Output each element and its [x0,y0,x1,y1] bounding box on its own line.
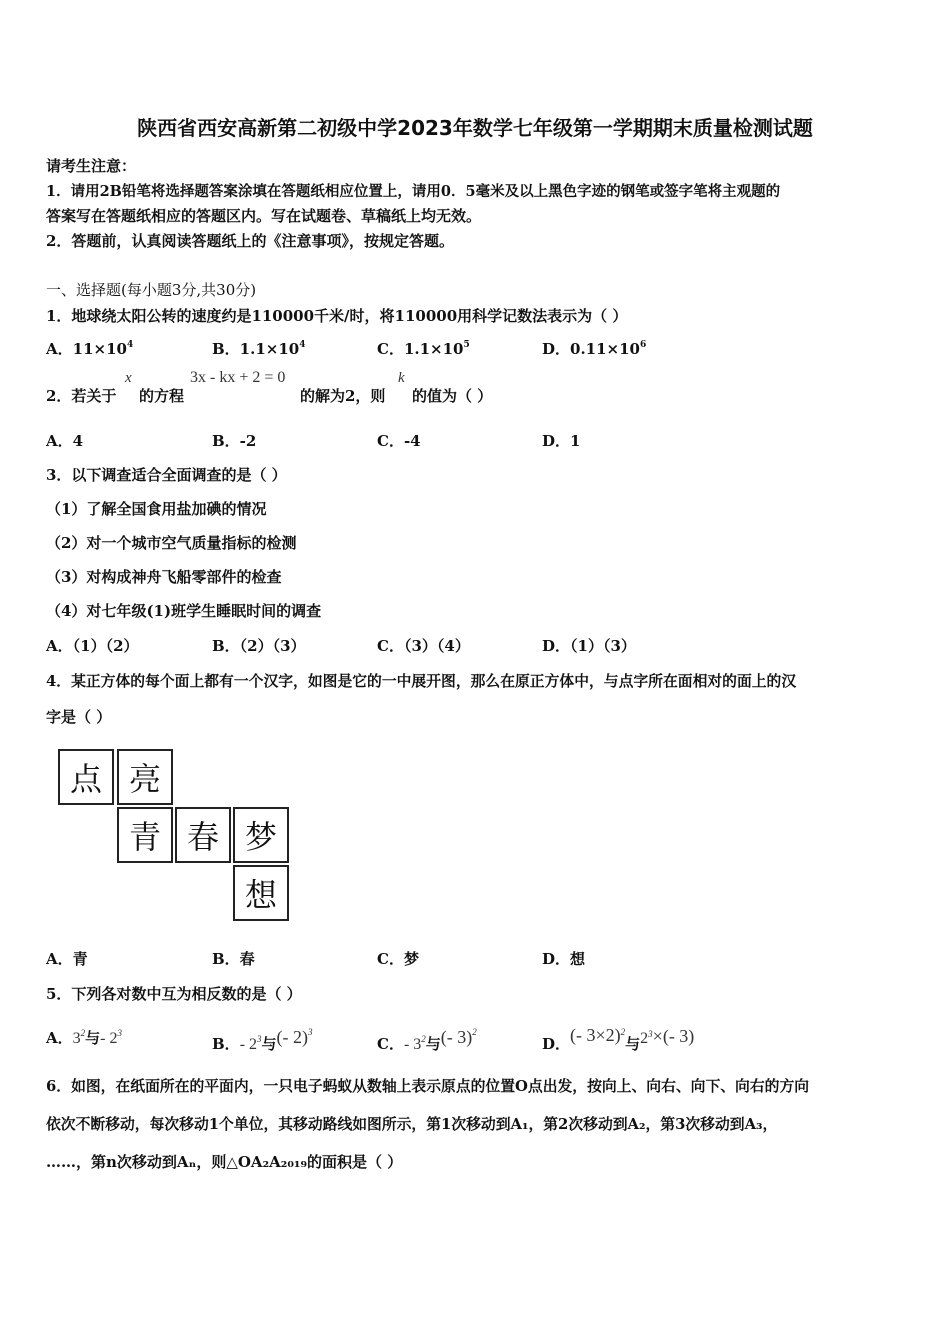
q5-option-a: A．$3^2$与- $2^3$ [46,1028,122,1047]
q6-line-2: 依次不断移动，每次移动1个单位，其移动路线如图所示，第1次移动到A₁，第2次移动到A₂，第3次移动到A₃， [46,1116,778,1133]
q3-option-d: D．（1）（3） [542,637,636,655]
q3-item-4: （4）对七年级(1)班学生睡眠时间的调查 [46,602,322,620]
q6-line-1: 6．如图，在纸面所在的平面内，一只电子蚂蚁从数轴上表示原点的位置O点出发，按向上、向右、向下、向右的方向 [46,1078,810,1095]
q2-option-b: B．-2 [212,432,257,450]
q3-option-a: A．（1）（2） [46,637,139,655]
q1-option-c: C．$1.1\times 10^5$ [377,340,470,358]
q5-option-c: C．- $3^2$与(- 3)$^2$ [377,1027,477,1053]
q4-stem-1: 4．某正方体的每个面上都有一个汉字，如图是它的一中展开图，那么在原正方体中，与点字所在面相对的面上的汉 [46,673,797,690]
q2-var-k: k [398,370,405,386]
q2-option-a: A．4 [46,432,84,450]
q3-item-2: （2）对一个城市空气质量指标的检测 [46,534,297,552]
q3-item-3: （3）对构成神舟飞船零部件的检查 [46,568,282,586]
net-cell-6: 想 [233,865,289,921]
q2-option-c: C．-4 [377,432,421,450]
q4-option-c: C．梦 [377,950,419,968]
q4-option-b: B．春 [212,950,255,968]
q1-option-b: B．$1.1\times 10^4$ [212,340,306,358]
q5-option-b: B．- $2^3$与(- 2)$^3$ [212,1027,313,1053]
q2-text-2: 的方程 [139,387,185,405]
q5-stem: 5．下列各对数中互为相反数的是（ ） [46,985,302,1003]
q4-option-a: A．青 [46,950,88,968]
page-title: 陕西省西安高新第二初级中学2023年数学七年级第一学期期末质量检测试题 [137,116,813,140]
q5-option-d: D．(- 3×2)$^2$与$2^3\times(-$ 3) [542,1025,695,1053]
net-cell-1: 点 [58,749,114,805]
q4-option-d: D．想 [542,950,586,968]
q2-option-d: D．1 [542,432,581,450]
q3-option-b: B．（2）（3） [212,637,306,655]
notice-line-1: 1．请用2B铅笔将选择题答案涂填在答题纸相应位置上，请用0．5毫米及以上黑色字迹的钢笔或签字笔将主观题的 [46,183,781,200]
q4-stem-2: 字是（ ） [46,708,112,726]
net-cell-5: 梦 [233,807,289,863]
q1-option-d: D．$0.11\times 10^6$ [542,340,647,358]
net-cell-4: 春 [175,807,231,863]
q1-stem: 1．地球绕太阳公转的速度约是110000千米/时，将110000用科学记数法表示为（ ） [46,307,628,325]
q2-var-x: x [125,370,132,386]
net-cell-2: 亮 [117,749,173,805]
q3-option-c: C．（3）（4） [377,637,470,655]
notice-heading: 请考生注意： [46,157,137,175]
net-cell-3: 青 [117,807,173,863]
q2-text-1: 2．若关于 [46,387,117,405]
q1-option-a: A．$11\times 10^4$ [46,340,134,358]
q3-item-1: （1）了解全国食用盐加碘的情况 [46,500,267,518]
section-heading: 一、选择题(每小题3分,共30分) [46,281,257,299]
q3-stem: 3．以下调查适合全面调查的是（ ） [46,466,287,484]
q2-text-3: 的解为2，则 [300,387,386,405]
q6-line-3: ……，第n次移动到Aₙ，则△OA₂A₂₀₁₉的面积是（ ） [46,1153,403,1171]
q2-equation: 3x - kx + 2 = 0 [190,369,286,386]
notice-line-2: 2．答题前，认真阅读答题纸上的《注意事项》，按规定答题。 [46,232,454,250]
q2-text-4: 的值为（ ） [412,387,493,405]
notice-line-1b: 答案写在答题纸相应的答题区内。写在试题卷、草稿纸上均无效。 [46,207,482,225]
